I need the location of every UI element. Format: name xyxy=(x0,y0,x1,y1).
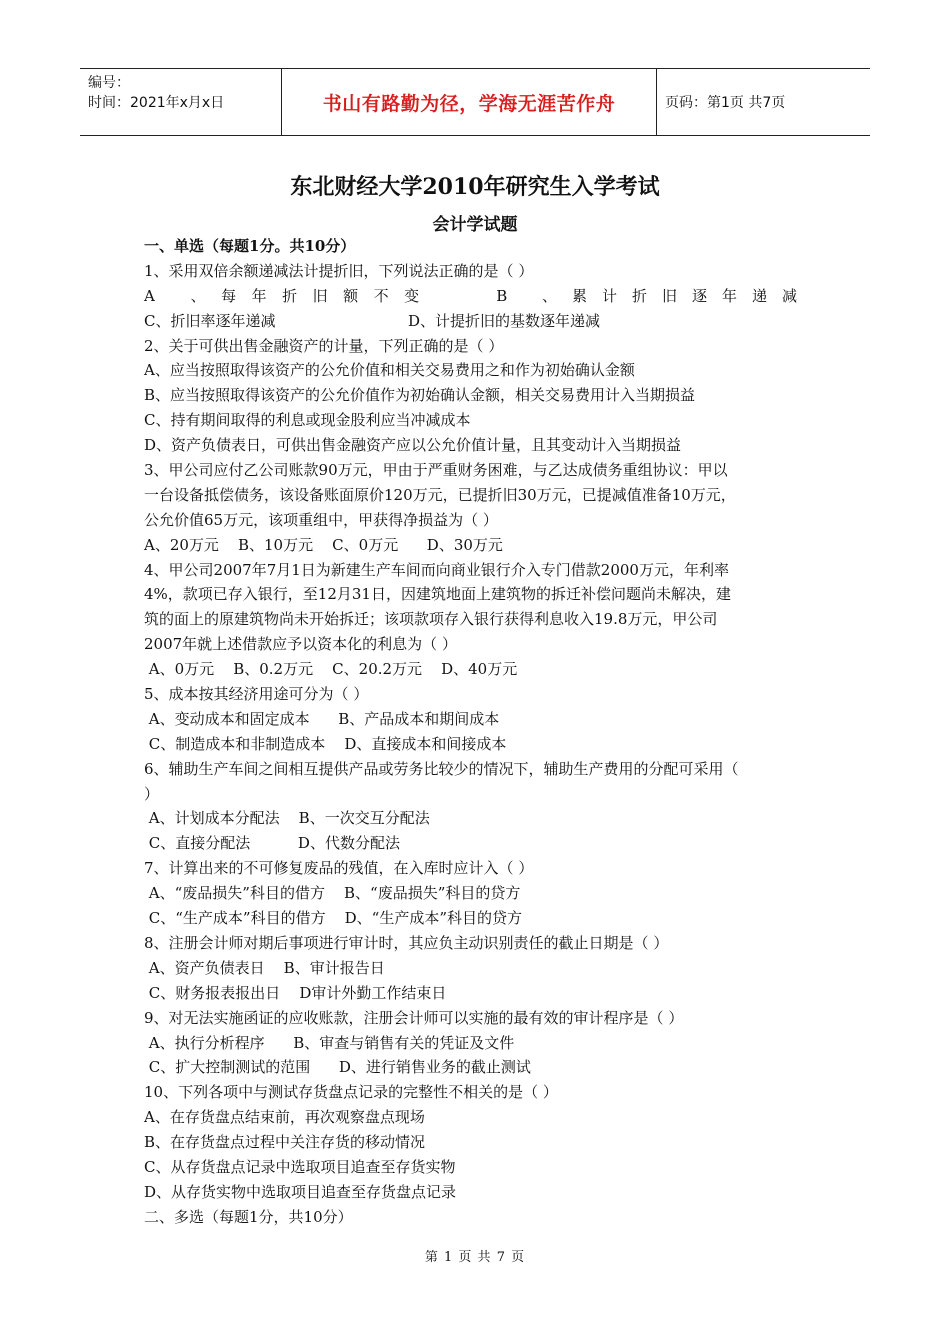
option-line: D、资产负债表日，可供出售金融资产应以公允价值计量，且其变动计入当期损益 xyxy=(144,436,682,455)
option-line: C、直接分配法 D、代数分配法 xyxy=(144,834,400,853)
question-line: 4%，款项已存入银行，至12月31日，因建筑地面上建筑物的拆迁补偿问题尚未解决，建 xyxy=(144,585,731,604)
question-line: 2、关于可供出售金融资产的计量，下列正确的是（ ） xyxy=(144,336,504,355)
option-line: C、从存货盘点记录中选取项目追查至存货实物 xyxy=(144,1157,456,1176)
question-line: 7、计算出来的不可修复废品的残值，在入库时应计入（ ） xyxy=(144,859,534,878)
option-a: A 、每年折旧额不变 xyxy=(144,286,435,305)
question-line: 9、对无法实施函证的应收账款，注册会计师可以实施的最有效的审计程序是（ ） xyxy=(144,1008,684,1027)
option-line: A、计划成本分配法 B、一次交互分配法 xyxy=(144,809,430,828)
option-line: B、在存货盘点过程中关注存货的移动情况 xyxy=(144,1133,426,1152)
section-heading: 一、单选（每题1分。共10分） xyxy=(144,237,356,255)
option-line: A、“废品损失”科目的借方 B、“废品损失”科目的贷方 xyxy=(144,884,521,903)
time-label: 时间：2021年x月x日 xyxy=(88,95,225,111)
option-line: A、在存货盘点结束前，再次观察盘点现场 xyxy=(144,1108,425,1127)
question-line: 4、甲公司2007年7月1日为新建生产车间而向商业银行介入专门借款2000万元，年利率 xyxy=(144,560,729,579)
option-line xyxy=(144,309,812,334)
question-line: 5、成本按其经济用途可分为（ ） xyxy=(144,685,369,704)
option-line: A、执行分析程序 B、审查与销售有关的凭证及文件 xyxy=(144,1033,515,1052)
header-table xyxy=(80,68,870,136)
option-line: A、资产负债表日 B、审计报告日 xyxy=(144,958,385,977)
exam-title: 东北财经大学2010年研究生入学考试 xyxy=(290,174,660,200)
option-c: C、折旧率逐年递减 xyxy=(144,311,276,330)
option-line: C、财务报表报出日 D审计外勤工作结束日 xyxy=(144,983,447,1002)
section-heading: 二、多选（每题1分，共10分） xyxy=(144,1207,353,1226)
motto: 书山有路勤为径，学海无涯苦作舟 xyxy=(282,69,657,135)
question-line: 1、采用双倍余额递减法计提折旧，下列说法正确的是（ ） xyxy=(144,261,534,280)
question-line: 一台设备抵偿债务，该设备账面原价120万元，已提折旧30万元，已提减值准备10万元， xyxy=(144,485,736,504)
exam-subtitle: 会计学试题 xyxy=(432,215,518,235)
code-label: 编号： xyxy=(88,75,130,91)
option-line: D、从存货实物中选取项目追查至存货盘点记录 xyxy=(144,1182,457,1201)
question-line: 6、辅助生产车间之间相互提供产品或劳务比较少的情况下，辅助生产费用的分配可采用（ xyxy=(144,759,739,778)
question-line: 公允价值65万元，该项重组中，甲获得净损益为（ ） xyxy=(144,510,498,529)
option-d: D、计提折旧的基数逐年递减 xyxy=(408,311,601,330)
page-label: 页码：第1页 共7页 xyxy=(665,95,786,111)
option-line: C、扩大控制测试的范围 D、进行销售业务的截止测试 xyxy=(144,1058,531,1077)
option-line: A、0万元 B、0.2万元 C、20.2万元 D、40万元 xyxy=(144,660,518,679)
option-line: C、“生产成本”科目的借方 D、“生产成本”科目的贷方 xyxy=(144,909,523,928)
question-line: 3、甲公司应付乙公司账款90万元，甲由于严重财务困难，与乙达成债务重组协议：甲以 xyxy=(144,461,728,480)
page-footer: 第 1 页 共 7 页 xyxy=(424,1250,526,1265)
question-line: 筑的面上的原建筑物尚未开始拆迁；该项款项存入银行获得利息收入19.8万元，甲公司 xyxy=(144,610,718,629)
option-line xyxy=(144,284,812,309)
option-line: A、20万元 B、10万元 C、0万元 D、30万元 xyxy=(144,535,503,554)
option-line: B、应当按照取得该资产的公允价值作为初始确认金额，相关交易费用计入当期损益 xyxy=(144,386,696,405)
header-left-cell xyxy=(80,69,282,135)
question-line: ） xyxy=(144,784,160,803)
option-line: C、制造成本和非制造成本 D、直接成本和间接成本 xyxy=(144,734,507,753)
option-b: B 、累计折旧逐年递减 xyxy=(496,286,812,305)
option-line: A、应当按照取得该资产的公允价值和相关交易费用之和作为初始确认金额 xyxy=(144,361,635,380)
option-line: A、变动成本和固定成本 B、产品成本和期间成本 xyxy=(144,709,500,728)
question-line: 10、下列各项中与测试存货盘点记录的完整性不相关的是（ ） xyxy=(144,1083,558,1102)
question-line: 8、注册会计师对期后事项进行审计时，其应负主动识别责任的截止日期是（ ） xyxy=(144,933,669,952)
question-line: 2007年就上述借款应予以资本化的利息为（ ） xyxy=(144,635,457,654)
exam-body xyxy=(144,234,812,1230)
option-line: C、持有期间取得的利息或现金股利应当冲减成本 xyxy=(144,411,471,430)
